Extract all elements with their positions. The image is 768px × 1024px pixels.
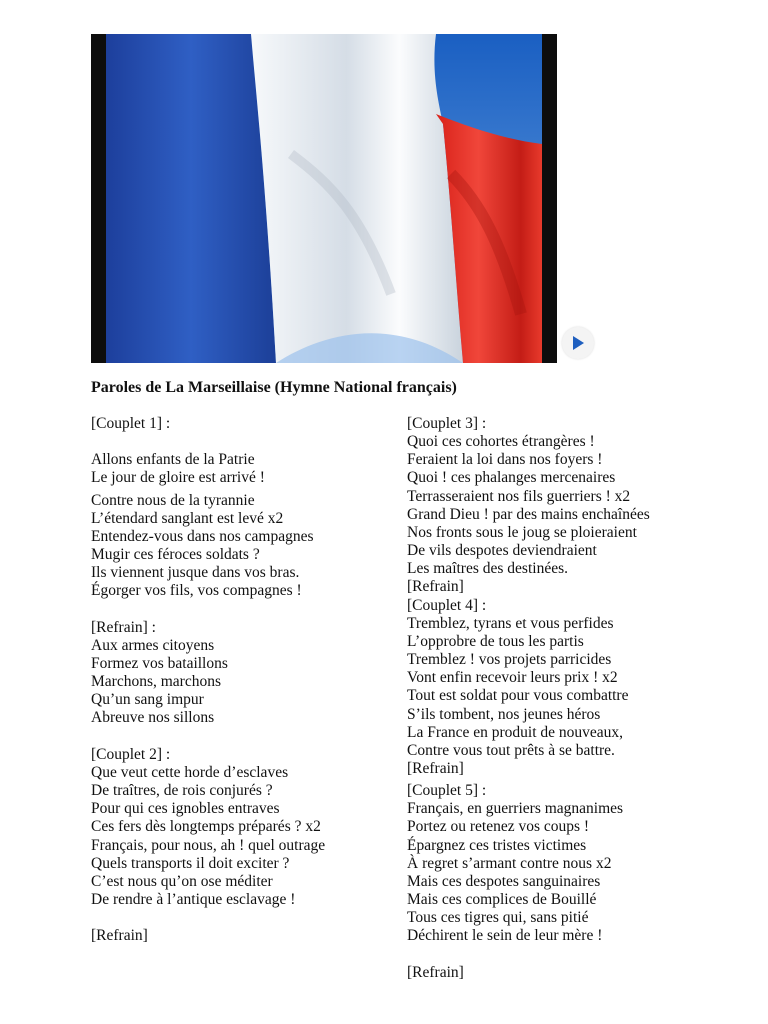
lyric-line: Tremblez, tyrans et vous perfides xyxy=(407,614,614,632)
stanza-gap xyxy=(407,946,707,964)
lyric-line: [Couplet 1] : xyxy=(91,415,171,432)
lyric-line: Égorger vos fils, vos compagnes ! xyxy=(91,582,302,600)
lyric-line: Pour qui ces ignobles entraves xyxy=(91,800,280,818)
lyric-line: Quoi ! ces phalanges mercenaires xyxy=(407,469,616,487)
lyric-line: Entendez-vous dans nos campagnes xyxy=(91,527,314,545)
lyric-line: [Couplet 4] : xyxy=(407,596,487,614)
lyric-line: Formez vos bataillons xyxy=(91,655,228,672)
lyric-line: [Couplet 5] : xyxy=(407,782,487,800)
lyric-line: De vils despotes deviendraient xyxy=(407,542,597,560)
lyric-line: Aux armes citoyens xyxy=(91,636,215,654)
lyric-line: L’opprobre de tous les partis xyxy=(407,632,584,650)
lyric-line: Français, pour nous, ah ! quel outrage xyxy=(91,836,326,854)
page-title: Paroles de La Marseillaise (Hymne National français) xyxy=(91,379,457,396)
lyric-line: Le jour de gloire est arrivé ! xyxy=(91,469,265,487)
lyric-line: Mais ces complices de Bouillé xyxy=(407,891,597,909)
stanza-gap xyxy=(91,601,391,619)
lyric-line: Vont enfin recevoir leurs prix ! x2 xyxy=(407,669,618,687)
lyric-line: Contre nous de la tyrannie xyxy=(91,491,255,509)
lyrics-left-column xyxy=(91,415,391,945)
lyric-line: Feraient la loi dans nos foyers ! xyxy=(407,451,603,469)
lyric-line: Mais ces despotes sanguinaires xyxy=(407,872,601,890)
lyric-line: Tremblez ! vos projets parricides xyxy=(407,651,612,669)
lyric-line: De rendre à l’antique esclavage ! xyxy=(91,891,296,909)
lyric-line: Marchons, marchons xyxy=(91,673,221,691)
lyric-line: [Refrain] xyxy=(407,578,464,596)
lyric-line: S’ils tombent, nos jeunes héros xyxy=(407,705,601,723)
lyric-line: Qu’un sang impur xyxy=(91,691,204,709)
play-button[interactable] xyxy=(562,327,594,359)
stanza-gap xyxy=(91,728,391,746)
lyric-line: [Refrain] xyxy=(407,963,464,981)
lyric-line: La France en produit de nouveaux, xyxy=(407,723,624,741)
stanza-gap xyxy=(91,909,391,927)
flag-image xyxy=(91,34,557,363)
lyric-line: Que veut cette horde d’esclaves xyxy=(91,763,289,781)
lyric-line: Contre vous tout prêts à se battre. xyxy=(407,741,615,759)
lyric-line: [Refrain] xyxy=(91,927,148,945)
lyric-line: Quels transports il doit exciter ? xyxy=(91,854,290,872)
play-icon xyxy=(570,335,586,351)
lyric-line: [Refrain] xyxy=(407,759,464,777)
lyric-line: Tout est soldat pour vous combattre xyxy=(407,687,629,705)
lyric-line: À regret s’armant contre nous x2 xyxy=(407,854,612,872)
lyric-line: Déchirent le sein de leur mère ! xyxy=(407,927,603,945)
lyric-line: Ces fers dès longtemps préparés ? x2 xyxy=(91,818,321,836)
lyric-line: Mugir ces féroces soldats ? xyxy=(91,546,260,564)
lyric-line: Allons enfants de la Patrie xyxy=(91,451,255,469)
lyric-line: Terrasseraient nos fils guerriers ! x2 xyxy=(407,487,631,505)
lyric-line: L’étendard sanglant est levé x2 xyxy=(91,509,284,527)
lyric-line: Grand Dieu ! par des mains enchaînées xyxy=(407,505,650,523)
lyric-line: Épargnez ces tristes victimes xyxy=(407,836,587,854)
lyric-line: [Couplet 2] : xyxy=(91,745,171,763)
lyric-line: Les maîtres des destinées. xyxy=(407,560,568,578)
stanza-gap xyxy=(91,433,391,451)
lyric-line: Abreuve nos sillons xyxy=(91,709,215,727)
lyric-line: Ils viennent jusque dans vos bras. xyxy=(91,564,300,582)
lyric-line: Nos fronts sous le joug se ploieraient xyxy=(407,523,637,541)
lyrics-right-column xyxy=(407,415,707,982)
lyric-line: C’est nous qu’on ose méditer xyxy=(91,872,273,890)
lyric-line: Français, en guerriers magnanimes xyxy=(407,800,624,818)
lyric-line: Tous ces tigres qui, sans pitié xyxy=(407,909,589,927)
lyric-line: Quoi ces cohortes étrangères ! xyxy=(407,433,595,451)
lyric-line: De traîtres, de rois conjurés ? xyxy=(91,782,273,800)
french-flag-picture xyxy=(91,34,557,363)
lyric-line: Portez ou retenez vos coups ! xyxy=(407,818,590,836)
lyric-line: [Refrain] : xyxy=(91,618,156,636)
lyric-line: [Couplet 3] : xyxy=(407,415,487,432)
